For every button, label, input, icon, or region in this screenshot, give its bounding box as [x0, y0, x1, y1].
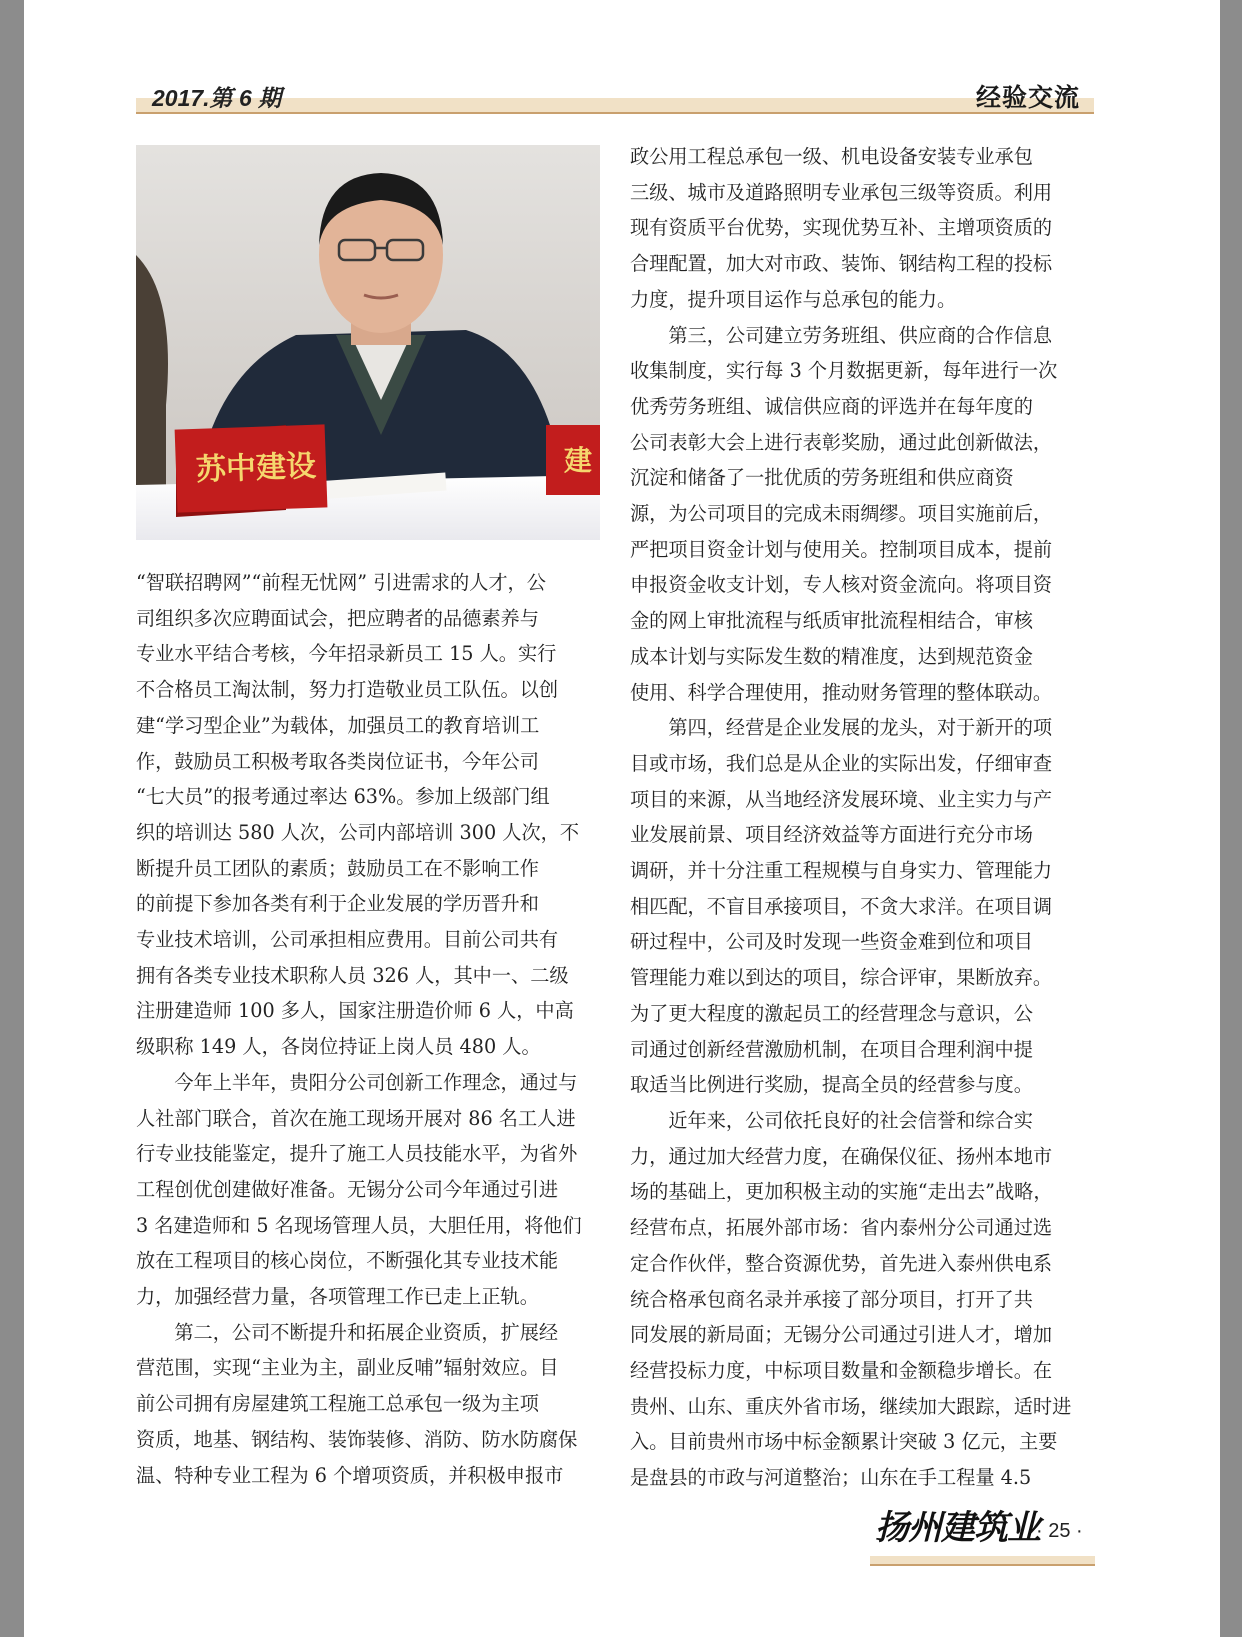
text-line: 今年上半年，贵阳分公司创新工作理念，通过与: [136, 1070, 578, 1094]
text-line: 合理配置，加大对市政、装饰、钢结构工程的投标: [630, 252, 1053, 276]
text-line: 司组织多次应聘面试会，把应聘者的品德素养与: [136, 606, 539, 630]
text-line: 政公用工程总承包一级、机电设备安装专业承包: [630, 145, 1033, 168]
text-line: 前公司拥有房屋建筑工程施工总承包一级为主项: [136, 1392, 539, 1416]
text-line: 调研，并十分注重工程规模与自身实力、管理能力: [630, 859, 1053, 883]
text-line: 放在工程项目的核心岗位，不断强化其专业技术能: [136, 1249, 559, 1273]
text-line: 专业技术培训，公司承担相应费用。目前公司共有: [136, 928, 559, 952]
text-line: 相匹配，不盲目承接项目，不贪大求洋。在项目调: [630, 894, 1053, 918]
section-title: 经验交流: [975, 83, 1080, 112]
text-line: 的前提下参加各类有利于企业发展的学历晋升和: [136, 892, 539, 916]
text-line: 金的网上审批流程与纸质审批流程相结合，审核: [630, 609, 1033, 633]
text-line: 不合格员工淘汰制，努力打造敬业员工队伍。以创: [136, 678, 559, 702]
photo-illustration: [136, 145, 600, 540]
issue-number: 2017.第 6 期: [152, 85, 282, 111]
text-line: 业发展前景、项目经济效益等方面进行充分市场: [630, 823, 1033, 847]
text-line: 作，鼓励员工积极考取各类岗位证书，今年公司: [136, 749, 539, 773]
text-line: 第三，公司建立劳务班组、供应商的合作信息: [630, 323, 1053, 347]
text-line: 贵州、山东、重庆外省市场，继续加大跟踪，适时进: [630, 1394, 1072, 1418]
text-line: 注册建造师 100 多人，国家注册造价师 6 人，中高: [136, 999, 574, 1023]
text-line: 近年来，公司依托良好的社会信誉和综合实: [630, 1108, 1033, 1132]
footer-band: [870, 1556, 1095, 1566]
magazine-brand: 扬州建筑业: [875, 1508, 1040, 1548]
placard-text-2: 建: [564, 444, 593, 477]
text-line: 公司表彰大会上进行表彰奖励，通过此创新做法，: [630, 430, 1053, 454]
text-line: 专业水平结合考核，今年招录新员工 15 人。实行: [136, 642, 557, 666]
text-line: 第四，经营是企业发展的龙头，对于新开的项: [630, 716, 1053, 740]
text-line: 经营布点，拓展外部市场：省内泰州分公司通过选: [630, 1216, 1053, 1240]
text-line: 建“学习型企业”为载体，加强员工的教育培训工: [136, 713, 540, 737]
page-header: [136, 76, 1094, 116]
placard-text: 苏中建设: [195, 448, 317, 488]
text-line: 沉淀和储备了一批优质的劳务班组和供应商资: [630, 466, 1014, 490]
scan-edge-right: [1220, 0, 1242, 1637]
text-line: 使用、科学合理使用，推动财务管理的整体联动。: [630, 680, 1053, 704]
text-line: 优秀劳务班组、诚信供应商的评选并在每年度的: [630, 394, 1033, 418]
text-line: 同发展的新局面；无锡分公司通过引进人才，增加: [630, 1323, 1053, 1347]
text-line: 经营投标力度，中标项目数量和金额稳步增长。在: [630, 1358, 1053, 1382]
text-line: 取适当比例进行奖励，提高全员的经营参与度。: [630, 1073, 1033, 1097]
text-line: 力，加强经营力量，各项管理工作已走上正轨。: [136, 1285, 539, 1309]
scan-edge-left: [0, 0, 24, 1637]
text-line: 断提升员工团队的素质；鼓励员工在不影响工作: [136, 856, 539, 880]
text-line: 3 名建造师和 5 名现场管理人员，大胆任用，将他们: [136, 1213, 582, 1237]
text-line: 力，通过加大经营力度，在确保仪征、扬州本地市: [630, 1144, 1053, 1168]
text-line: 营范围，实现“主业为主，副业反哺”辐射效应。目: [136, 1356, 559, 1380]
text-line: 申报资金收支计划，专人核对资金流向。将项目资: [630, 573, 1053, 597]
text-line: 收集制度，实行每 3 个月数据更新，每年进行一次: [630, 359, 1058, 383]
page-number: · 25 ·: [1036, 1520, 1083, 1542]
text-line: 现有资质平台优势，实现优势互补、主增项资质的: [630, 216, 1053, 240]
text-line: 拥有各类专业技术职称人员 326 人，其中一、二级: [136, 963, 569, 987]
photo-speaker: [136, 145, 600, 540]
text-line: 成本计划与实际发生数的精准度，达到规范资金: [630, 644, 1033, 668]
text-line: 行专业技能鉴定，提升了施工人员技能水平，为省外: [136, 1142, 578, 1166]
text-line: 定合作伙伴，整合资源优势，首先进入泰州供电系: [630, 1251, 1053, 1275]
text-line: 温、特种专业工程为 6 个增项资质，并积极申报市: [136, 1463, 564, 1487]
text-line: 第二，公司不断提升和拓展企业资质，扩展经: [136, 1320, 559, 1344]
article-column-left: [136, 565, 602, 1493]
text-line: 场的基础上，更加积极主动的实施“走出去”战略，: [630, 1180, 1053, 1204]
text-line: “智联招聘网”“前程无忧网” 引进需求的人才，公: [136, 571, 546, 594]
text-line: 为了更大程度的激起员工的经营理念与意识，公: [630, 1001, 1033, 1025]
text-line: 人社部门联合，首次在施工现场开展对 86 名工人进: [136, 1106, 576, 1130]
article-column-right: [630, 139, 1096, 1496]
text-line: 三级、城市及道路照明专业承包三级等资质。利用: [630, 180, 1053, 204]
text-line: 是盘县的市政与河道整治；山东在手工程量 4.5: [630, 1466, 1032, 1490]
text-line: 级职称 149 人，各岗位持证上岗人员 480 人。: [136, 1035, 541, 1059]
text-line: 严把项目资金计划与使用关。控制项目成本，提前: [630, 537, 1053, 561]
text-line: “七大员”的报考通过率达 63%。参加上级部门组: [136, 785, 550, 809]
text-line: 统合格承包商名录并承接了部分项目，打开了共: [630, 1287, 1033, 1311]
text-line: 力度，提升项目运作与总承包的能力。: [630, 287, 957, 311]
text-line: 入。目前贵州市场中标金额累计突破 3 亿元，主要: [630, 1430, 1058, 1454]
text-line: 研过程中，公司及时发现一些资金难到位和项目: [630, 930, 1033, 954]
text-line: 工程创优创建做好准备。无锡分公司今年通过引进: [136, 1177, 559, 1201]
text-line: 织的培训达 580 人次，公司内部培训 300 人次，不: [136, 820, 580, 844]
text-line: 源，为公司项目的完成未雨绸缪。项目实施前后，: [630, 502, 1053, 526]
text-line: 目或市场，我们总是从企业的实际出发，仔细审查: [630, 751, 1053, 775]
text-line: 管理能力难以到达的项目，综合评审，果断放弃。: [630, 966, 1053, 990]
text-line: 司通过创新经营激励机制，在项目合理利润中提: [630, 1037, 1033, 1061]
text-line: 项目的来源，从当地经济发展环境、业主实力与产: [630, 787, 1053, 811]
text-line: 资质，地基、钢结构、装饰装修、消防、防水防腐保: [136, 1427, 578, 1451]
